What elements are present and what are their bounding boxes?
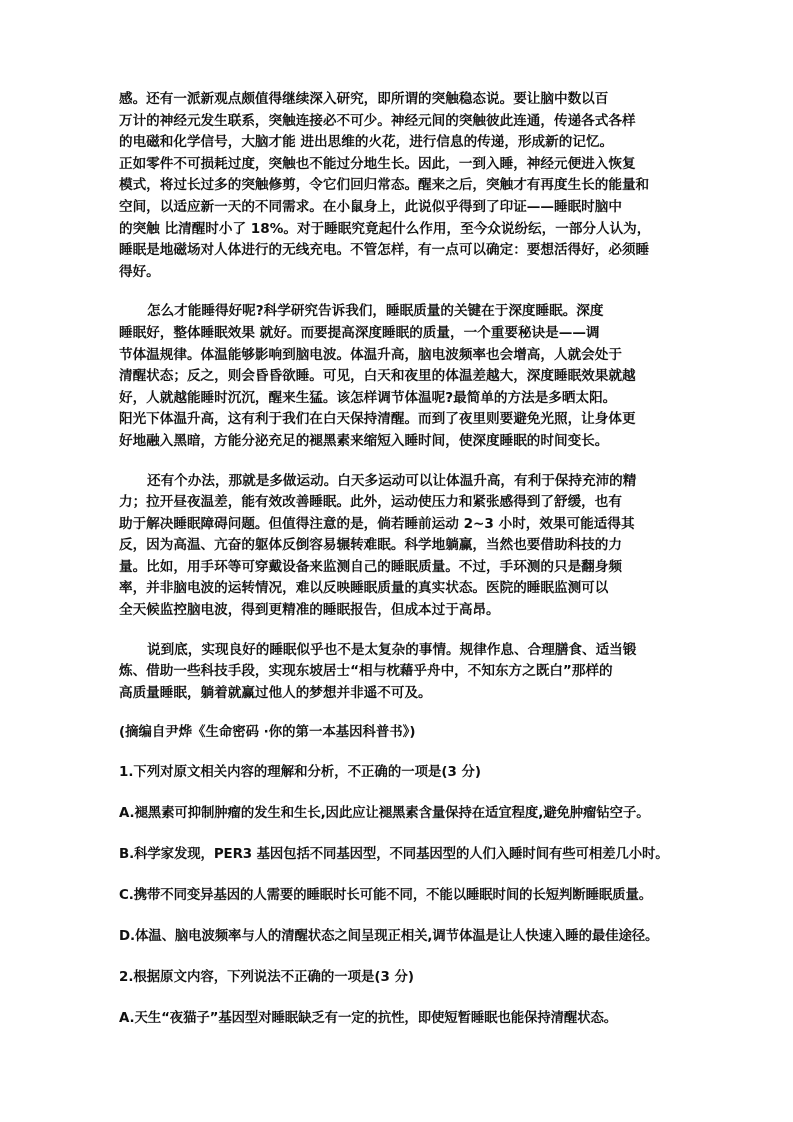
question-1-option-d: D.体温、脑电波频率与人的清醒状态之间呈现正相关,调节体温是让人快速入睡的最佳途径。 <box>119 929 659 945</box>
text-line: 助于解决睡眠障碍问题。但值得注意的是，倘若睡前运动 2~3 小时，效果可能适得其 <box>119 515 635 532</box>
text-line: 全天候监控脑电波，得到更精准的睡眠报告，但成本过于高昂。 <box>119 602 500 619</box>
text-line: 反，因为高温、亢奋的躯体反倒容易辗转难眠。科学地躺赢，当然也要借助科技的力 <box>119 537 622 554</box>
question-2-option-a: A.天生“夜猫子”基因型对睡眠缺乏有一定的抗性，即使短暂睡眠也能保持清醒状态。 <box>119 1011 618 1027</box>
paragraph-conclusion <box>119 640 685 705</box>
question-2-stem: 2.根据原文内容，下列说法不正确的一项是(3 分) <box>119 970 415 986</box>
text-line: 模式，将过长过多的突触修剪，令它们回归常态。醒来之后，突触才有再度生长的能量和 <box>119 177 650 194</box>
text-line: 好地融入黑暗，方能分泌充足的褪黑素来缩短入睡时间，使深度睡眠的时间变长。 <box>119 432 609 449</box>
text-line: 睡眠是地磁场对人体进行的无线充电。不管怎样，有一点可以确定：要想活得好，必须睡 <box>119 242 650 259</box>
text-line: 炼、借助一些科技手段，实现东坡居士“相与枕藉乎舟中，不知东方之既白”那样的 <box>119 663 613 680</box>
text-line: 的电磁和化学信号，大脑才能 进出思维的火花，进行信息的传递，形成新的记忆。 <box>119 134 614 151</box>
text-line: 好，人就越能睡时沉沉，醒来生猛。该怎样调节体温呢?最简单的方法是多晒太阳。 <box>119 389 617 406</box>
text-line: 万计的神经元发生联系，突触连接必不可少。神经元间的突触彼此连通，传递各式各样 <box>119 112 636 129</box>
text-line: 睡眠好，整体睡眠效果 就好。而要提高深度睡眠的质量，一个重要秘诀是——调 <box>119 324 600 341</box>
paragraph-deep-sleep <box>119 301 685 452</box>
text-line: 量。比如，用手环等可穿戴设备来监测自己的睡眠质量。不过，手环测的只是翻身频 <box>119 558 622 575</box>
text-line: 节体温规律。体温能够影响到脑电波。体温升高，脑电波频率也会增高，人就会处于 <box>119 346 622 363</box>
question-1-option-c: C.携带不同变异基因的人需要的睡眠时长可能不同，不能以睡眠时间的长短判断睡眠质量。 <box>119 888 653 904</box>
text-line: 率，并非脑电波的运转情况，难以反映睡眠质量的真实状态。医院的睡眠监测可以 <box>119 580 609 597</box>
paragraph-exercise <box>119 471 685 622</box>
text-line: 正如零件不可损耗过度，突触也不能过分地生长。因此，一到入睡，神经元便进入恢复 <box>119 155 636 172</box>
paragraph-synapse <box>119 89 685 283</box>
text-line: 的突触 比清醒时小了 18%。对于睡眠究竟起什么作用，至今众说纷纭，一部分人认为， <box>119 220 651 237</box>
text-line: 清醒状态；反之，则会昏昏欲睡。可见，白天和夜里的体温差越大，深度睡眠效果就越 <box>119 368 636 385</box>
source-citation: (摘编自尹烨《生命密码 ·你的第一本基因科普书》) <box>119 725 416 741</box>
text-line: 力；拉开昼夜温差，能有效改善睡眠。此外，运动使压力和紧张感得到了舒缓，也有 <box>119 494 622 511</box>
document-content <box>119 89 685 1049</box>
question-1-option-a: A.褪黑素可抑制肿瘤的发生和生长,因此应让褪黑素含量保持在适宜程度,避免肿瘤钻空子。 <box>119 806 650 822</box>
text-line: 感。还有一派新观点颇值得继续深入研究，即所谓的突触稳态说。要让脑中数以百 <box>119 91 609 107</box>
text-line: 阳光下体温升高，这有利于我们在白天保持清醒。而到了夜里则要避免光照，让身体更 <box>119 411 636 428</box>
question-1-stem: 1.下列对原文相关内容的理解和分析，不正确的一项是(3 分) <box>119 765 481 781</box>
text-line: 空间，以适应新一天的不同需求。在小鼠身上，此说似乎得到了印证——睡眠时脑中 <box>119 198 622 215</box>
text-line: 得好。 <box>119 263 160 280</box>
text-line: 怎么才能睡得好呢?科学研究告诉我们，睡眠质量的关键在于深度睡眠。深度 <box>147 303 604 320</box>
question-1-option-b: B.科学家发现，PER3 基因包括不同基因型，不同基因型的人们入睡时间有些可相差几小时。 <box>119 847 669 863</box>
text-line: 还有个办法，那就是多做运动。白天多运动可以让体温升高，有利于保持充沛的精 <box>147 472 637 489</box>
text-line: 高质量睡眠，躺着就赢过他人的梦想并非遥不可及。 <box>119 684 432 701</box>
text-line: 说到底，实现良好的睡眠似乎也不是太复杂的事情。规律作息、合理膳食、适当锻 <box>147 641 637 658</box>
